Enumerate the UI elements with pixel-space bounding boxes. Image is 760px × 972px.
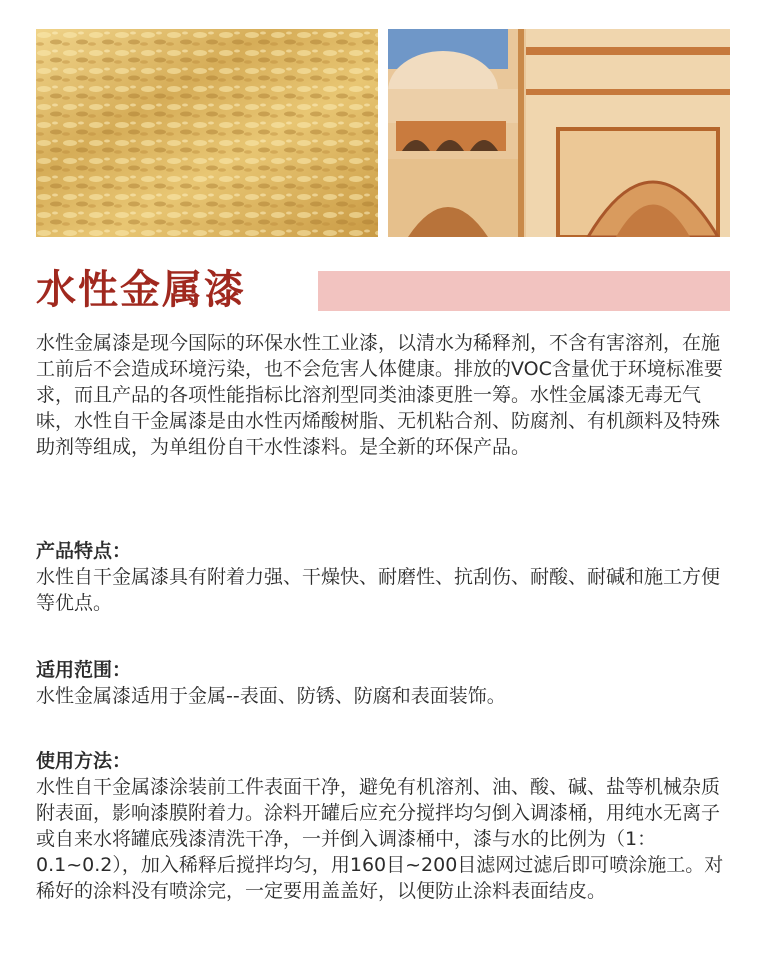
intro-paragraph: 水性金属漆是现今国际的环保水性工业漆，以清水为稀释剂，不含有害溶剂，在施工前后不会造成环境污染，也不会危害人体健康。排放的VOC含量优于环境标准要求，而且产品的各项性能指标比溶剂型同类油漆更胜一筹。水性金属漆无毒无气味，水性自干金属漆是由水性丙烯酸树脂、无机粘合剂、防腐剂、有机颜料及特殊助剂等组成，为单组份自干水性漆料。是全新的环保产品。 bbox=[36, 332, 723, 458]
scope-heading: 适用范围： bbox=[36, 659, 132, 681]
taj-mahal-architecture-image bbox=[388, 29, 730, 237]
usage-heading: 使用方法： bbox=[36, 750, 132, 772]
features-text: 水性自干金属漆具有附着力强、干燥快、耐磨性、抗刮伤、耐酸、耐碱和施工方便等优点。 bbox=[36, 566, 721, 614]
usage-text: 水性自干金属漆涂装前工件表面干净，避免有机溶剂、油、酸、碱、盐等机械杂质附表面，影响漆膜附着力。涂料开罐后应充分搅拌均匀倒入调漆桶，用纯水无离子或自来水将罐底残漆清洗干净，一并倒入调漆桶中，漆与水的比例为（1：0.1~0.2），加入稀释后搅拌均匀，用160目~200目滤网过滤后即可喷涂施工。对稀好的涂料没有喷涂完，一定要用盖盖好，以便防止涂料表面结皮。 bbox=[36, 776, 724, 902]
page-title: 水性金属漆 bbox=[36, 267, 246, 313]
gold-metallic-texture-image bbox=[36, 29, 378, 237]
scope-text: 水性金属漆适用于金属--表面、防锈、防腐和表面装饰。 bbox=[36, 685, 506, 707]
title-accent-bar bbox=[318, 271, 730, 311]
features-heading: 产品特点： bbox=[36, 540, 132, 562]
